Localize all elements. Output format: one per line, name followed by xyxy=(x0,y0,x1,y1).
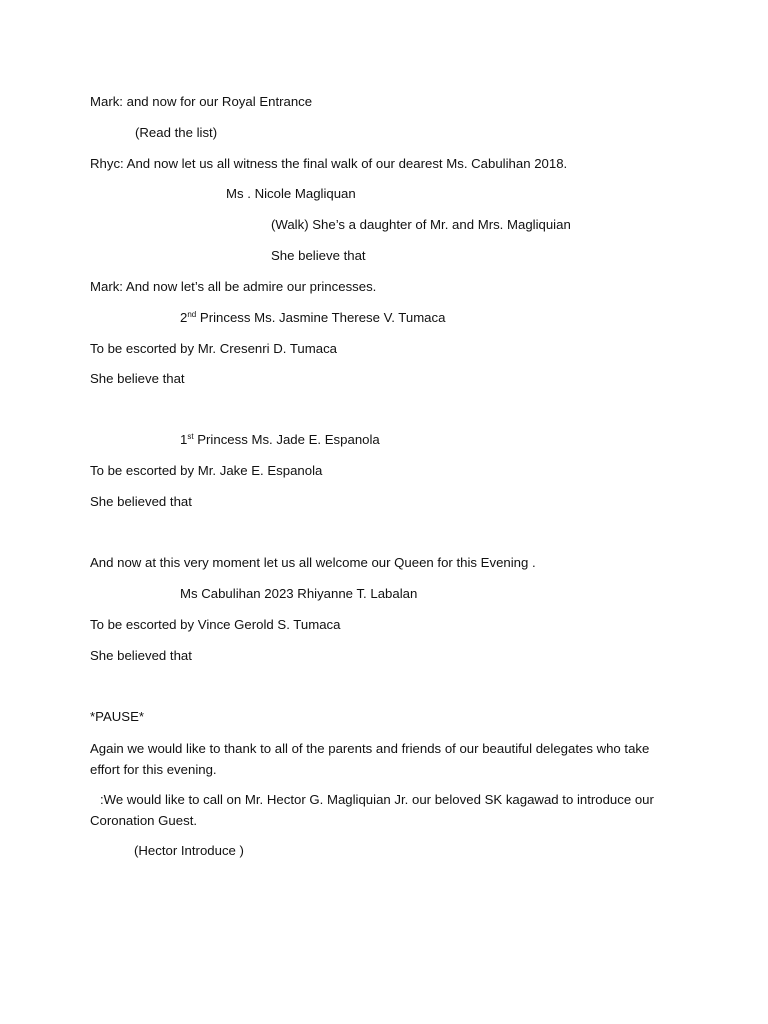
script-line: She believed that xyxy=(90,494,192,509)
script-line: She believed that xyxy=(90,648,192,663)
queen-title: Ms Cabulihan 2023 Rhiyanne T. Labalan xyxy=(180,586,418,601)
call-paragraph: :We would like to call on Mr. Hector G. Magliquian Jr. our beloved SK kagawad to introduce our Coronation Guest. xyxy=(90,792,654,828)
princess-title xyxy=(180,309,445,327)
thanks-paragraph: Again we would like to thank to all of the parents and friends of our beautiful delegates who take effort for this evening. xyxy=(90,741,650,777)
ordinal-number: 2 xyxy=(180,310,188,325)
princess-name: Princess Ms. Jasmine Therese V. Tumaca xyxy=(196,310,446,325)
stage-direction: (Read the list) xyxy=(135,125,218,140)
pause-marker: *PAUSE* xyxy=(90,709,144,724)
ordinal-suffix: st xyxy=(187,432,194,441)
script-line: Mark: and now for our Royal Entrance xyxy=(90,94,313,109)
escort-line: To be escorted by Vince Gerold S. Tumaca xyxy=(90,617,341,632)
ordinal-suffix: nd xyxy=(187,310,197,319)
script-line: She believe that xyxy=(271,248,366,263)
escort-line: To be escorted by Mr. Jake E. Espanola xyxy=(90,463,323,478)
ordinal-number: 1 xyxy=(180,432,188,447)
script-line: Mark: And now let’s all be admire our princesses. xyxy=(90,279,377,294)
script-line: Rhyc: And now let us all witness the final walk of our dearest Ms. Cabulihan 2018. xyxy=(90,156,568,171)
script-line: She believe that xyxy=(90,371,185,386)
stage-direction: (Hector Introduce ) xyxy=(134,843,244,858)
script-line: And now at this very moment let us all welcome our Queen for this Evening . xyxy=(90,555,536,570)
escort-line: To be escorted by Mr. Cresenri D. Tumaca xyxy=(90,341,337,356)
princess-title xyxy=(180,431,380,449)
stage-direction: (Walk) She’s a daughter of Mr. and Mrs. Magliquian xyxy=(271,217,571,232)
princess-name: Princess Ms. Jade E. Espanola xyxy=(193,432,380,447)
candidate-name: Ms . Nicole Magliquan xyxy=(226,186,356,201)
